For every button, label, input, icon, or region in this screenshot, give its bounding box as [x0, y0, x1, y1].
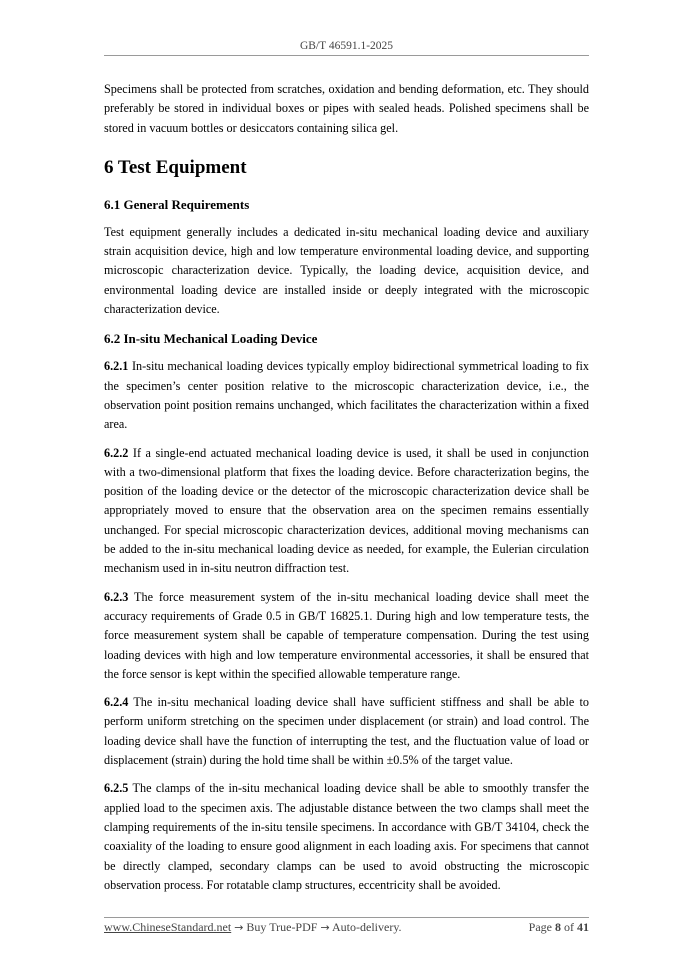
clause-text: The clamps of the in-situ mechanical loading device shall be able to smoothly transfer the applied load to the specimen axis. The adjustable distance between the two clamps shall meet the clamping requirements of the in-situ tensile specimens. In accordance with GB/T 34104, check the coaxiality of the loading to ensure good alignment in each loading axis. For specimens that cannot be directly clamped, secondary clamps can be used to avoid obstructing the microscopic observation process. For rotatable clamp structures, eccentricity shall be avoided.: [104, 781, 590, 892]
section-6-1-paragraph: Test equipment generally includes a dedicated in-situ mechanical loading device and auxiliary strain acquisition device, high and low temperature environmental loading device, and supporting microscopic characterization device. Typically, the loading device, acquisition device, and environmental loading device are installed inside or deeply integrated with the microscopic characterization device.: [104, 224, 589, 317]
intro-paragraph: Specimens shall be protected from scratches, oxidation and bending deformation, etc. They should preferably be stored in individual boxes or pipes with sealed heads. Polished specimens shall be stored in vacuum bottles or desiccators containing silica gel.: [104, 82, 589, 135]
clause-6-2-3: [104, 588, 589, 684]
clause-text: In-situ mechanical loading devices typically employ bidirectional symmetrical loading to fix the specimen’s center position relative to the microscopic characterization device, i.e., the observation point position remains unchanged, which facilitates the characterization within a fixed area.: [104, 359, 589, 432]
clause-6-2-4: [104, 693, 589, 770]
running-header: GB/T 46591.1-2025: [299, 40, 394, 52]
clause-number: 6.2.3: [104, 589, 129, 604]
page-body: [104, 80, 589, 895]
clause-text: If a single-end actuated mechanical loading device is used, it shall be used in conjunction with a two-dimensional platform that fixes the loading device. Before characterization begins, the position of the loading device or the detector of the microscopic characterization device shall be appropriately moved to ensure that the observation area on the specimen remains essentially unchanged. For special microscopic characterization devices, additional moving mechanisms can be added to the in-situ mechanical loading device as needed, for example, the Eulerian circulation mechanism used in in-situ neutron diffraction test.: [104, 445, 589, 576]
arrow-right-icon: →: [234, 921, 244, 934]
section-6-1-heading: 6.1 General Requirements: [104, 196, 250, 212]
total-pages: 41: [577, 920, 589, 934]
clause-6-2-1: [104, 357, 589, 434]
site-link[interactable]: www.ChineseStandard.net: [104, 920, 232, 934]
arrow-right-icon: →: [320, 921, 330, 934]
header-divider: [104, 55, 589, 56]
current-page: 8: [555, 920, 561, 934]
clause-number: 6.2.5: [104, 781, 129, 796]
buy-pdf-text: Buy True-PDF: [246, 920, 318, 934]
page-word: Page: [528, 920, 552, 934]
clause-6-2-2: [104, 444, 589, 579]
clause-number: 6.2.1: [104, 359, 129, 374]
page-number: [529, 920, 589, 935]
footer-links: [104, 920, 402, 935]
clause-text: The in-situ mechanical loading device shall have sufficient stiffness and shall be able to perform uniform stretching on the specimen under displacement (or strain) and load control. The loading device shall have the function of interrupting the test, and the fluctuation value of load or displacement (strain) during the hold time shall be within ±0.5% of the target value.: [104, 695, 589, 768]
clause-6-2-5: [104, 779, 589, 895]
of-word: of: [564, 920, 574, 934]
clause-text: The force measurement system of the in-situ mechanical loading device shall meet the accuracy requirements of Grade 0.5 in GB/T 16825.1. During high and low temperature tests, the force measurement system shall be capable of temperature compensation. During the test using loading devices with high and low temperature environmental accessories, it shall be ensured that the force sensor is kept within the specified allowable temperature range.: [104, 589, 590, 681]
clause-number: 6.2.4: [104, 695, 129, 710]
section-6-2-heading: 6.2 In-situ Mechanical Loading Device: [104, 331, 318, 347]
clause-number: 6.2.2: [104, 445, 129, 460]
auto-delivery-text: Auto-delivery.: [332, 920, 402, 934]
footer-divider: [104, 917, 589, 918]
section-6-heading: 6 Test Equipment: [104, 156, 247, 178]
